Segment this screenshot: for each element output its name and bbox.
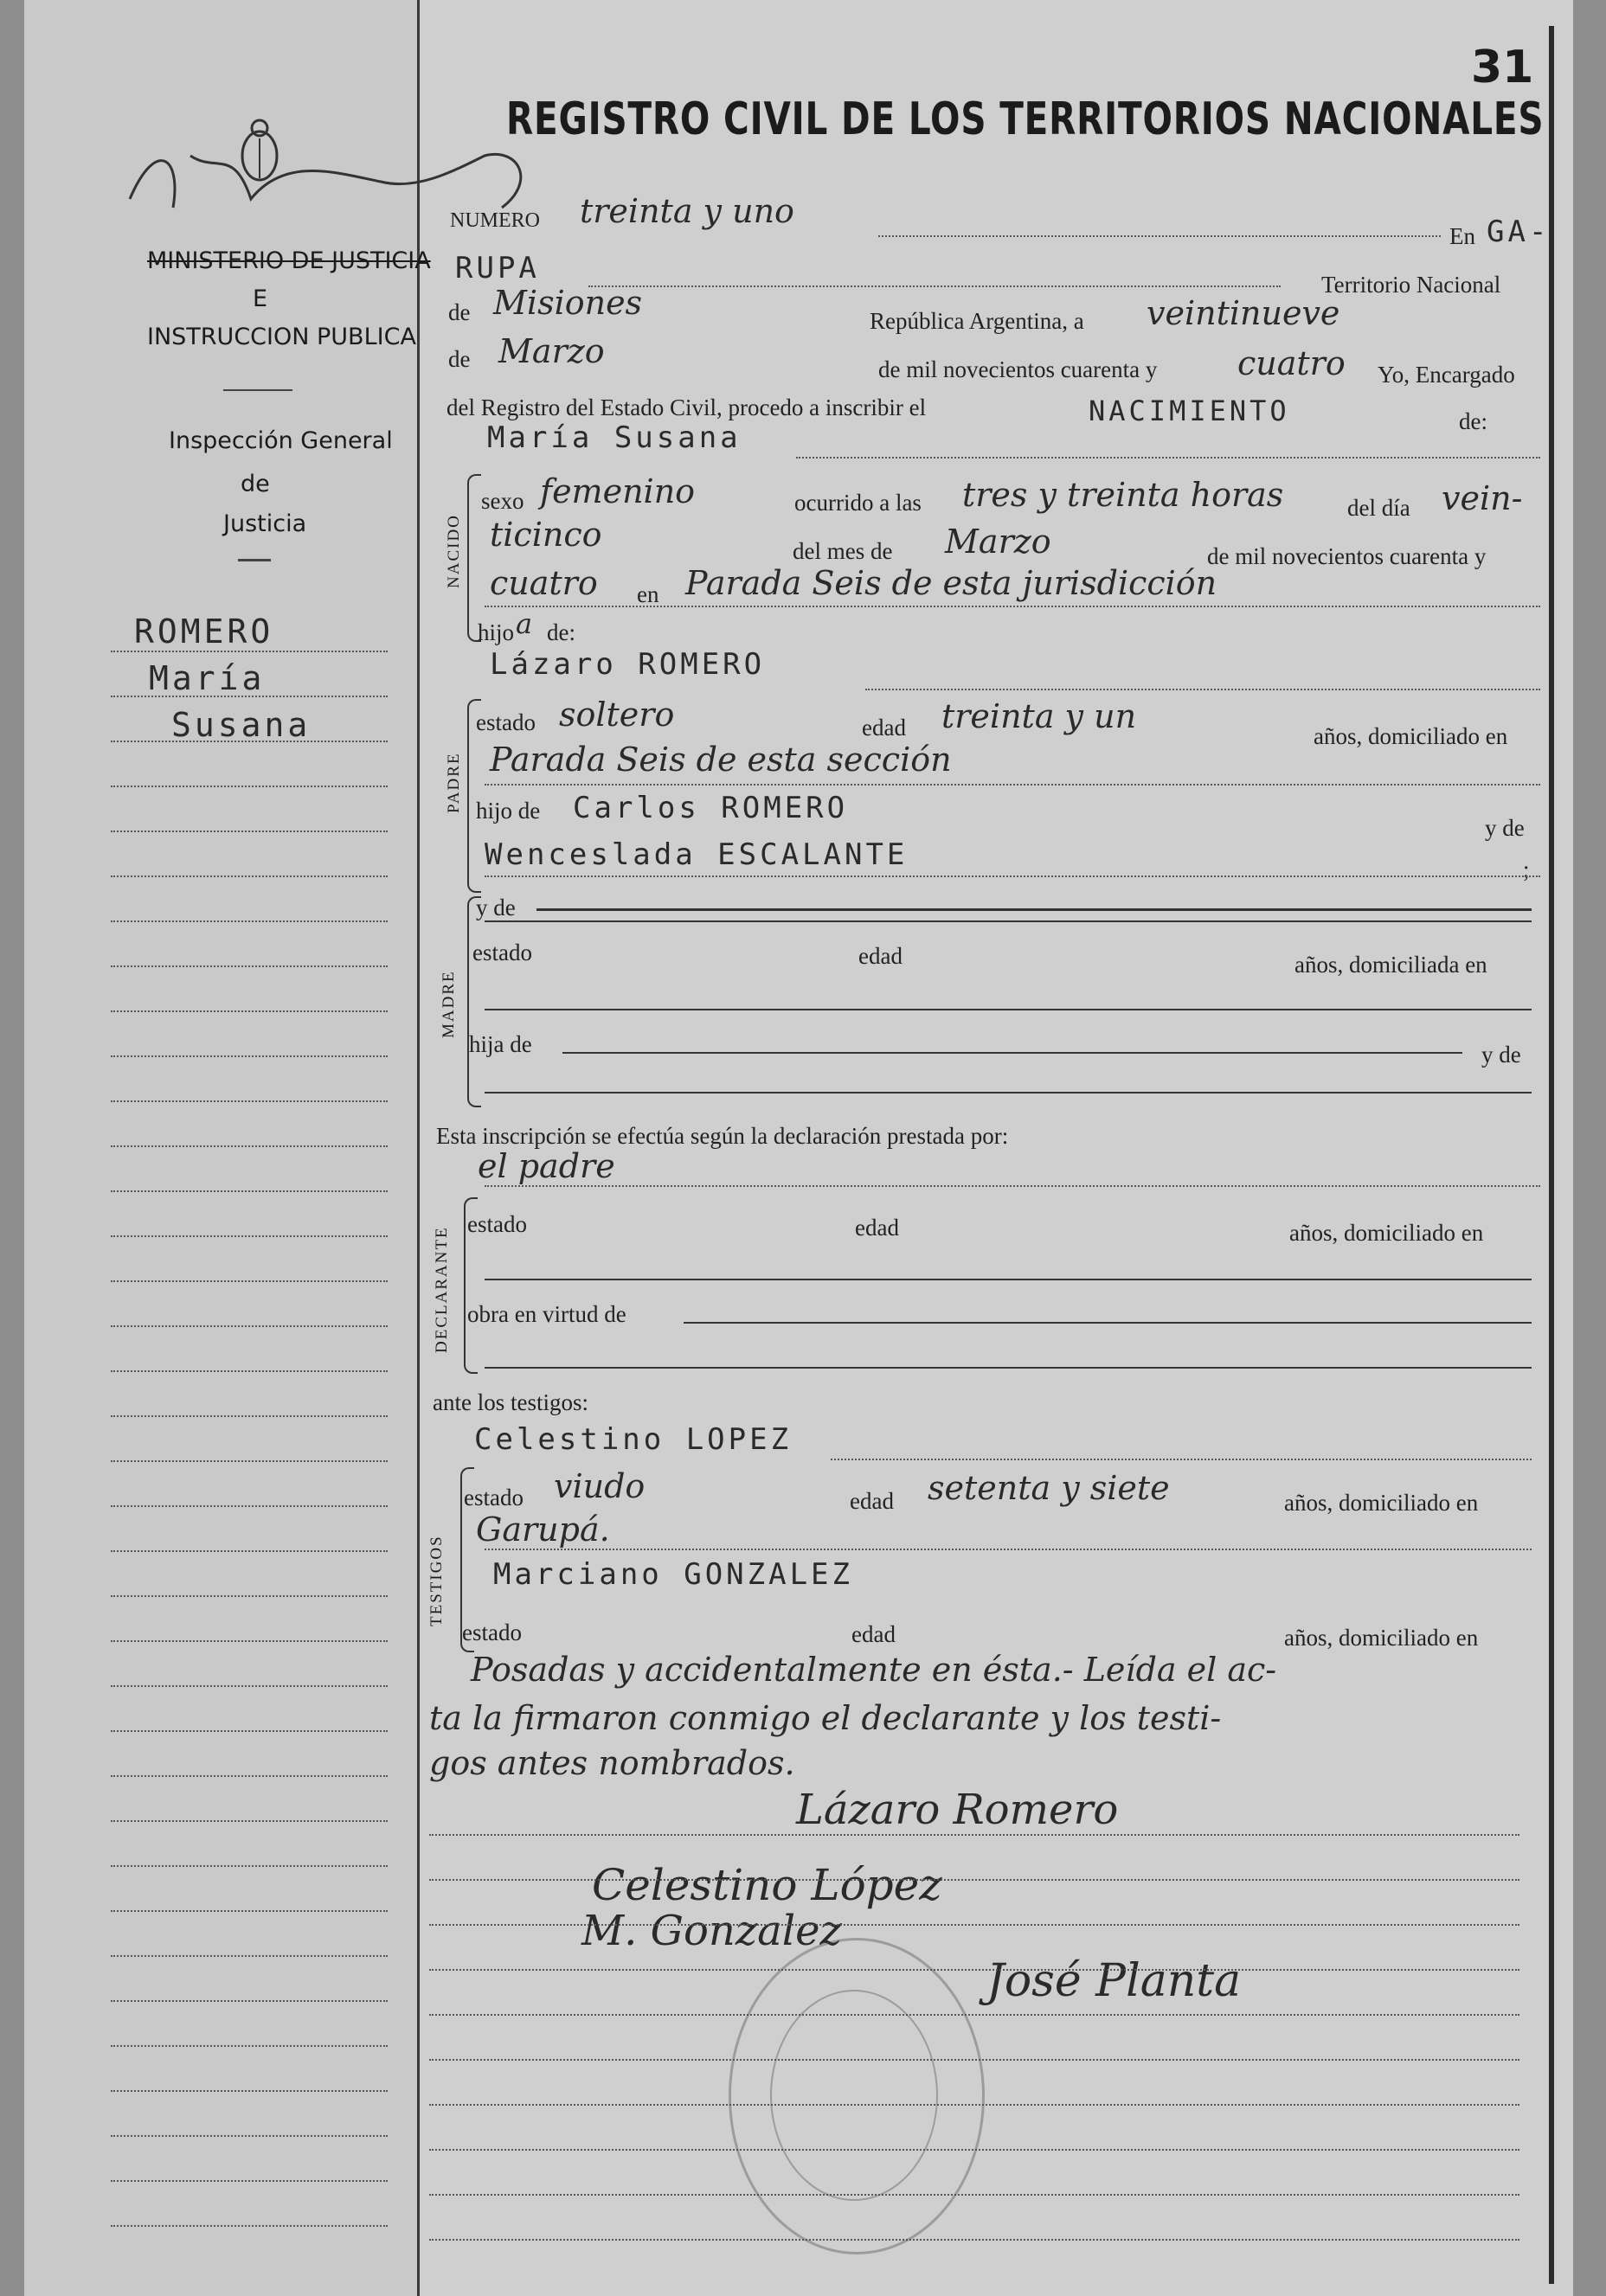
testigos-label: TESTIGOS (427, 1535, 446, 1626)
margin-rule (111, 1550, 388, 1552)
hora-value: tres y treinta horas (962, 476, 1284, 514)
ministry-line1: MINISTERIO DE JUSTICIA (147, 247, 431, 274)
blank-line (485, 1009, 1532, 1010)
semicolon: ; (1523, 856, 1530, 882)
en-label-2: en (637, 581, 659, 607)
sexo-value: femenino (540, 472, 696, 510)
body-rule (429, 1969, 1519, 1971)
margin-rule (111, 1775, 388, 1777)
madre-bracket (467, 896, 481, 1107)
yo-label: Yo, Encargado (1378, 362, 1515, 388)
blank-line (485, 920, 1532, 922)
y-de-label: y de (1485, 815, 1525, 841)
body-rule (429, 1879, 1519, 1881)
madre-label: MADRE (440, 970, 458, 1038)
body-rule (429, 2239, 1519, 2241)
testigo2-estado-label: estado (462, 1619, 522, 1645)
margin-rule (111, 1505, 388, 1507)
territory-value: Misiones (493, 284, 643, 322)
estado-label: estado (476, 709, 536, 735)
margin-rule (111, 831, 388, 832)
inspection-line3: Justicia (223, 510, 307, 537)
page-edge (1549, 26, 1554, 2284)
margin-rule (111, 1595, 388, 1597)
margin-rule (111, 2180, 388, 2182)
body-rule (429, 2104, 1519, 2106)
declarante-value: el padre (478, 1147, 615, 1185)
closing-line3: gos antes nombrados. (429, 1744, 795, 1782)
territorio-label: Territorio Nacional (1321, 272, 1501, 298)
testigo1-estado: viudo (554, 1467, 646, 1505)
margin-rule (111, 1865, 388, 1867)
divider (238, 559, 271, 561)
testigo1-domicilio-label: años, domiciliado en (1284, 1490, 1479, 1516)
mother-of: Wenceslada ESCALANTE (485, 837, 909, 872)
registro-label: del Registro del Estado Civil, procedo a inscribir el (446, 394, 927, 420)
margin-rule (111, 1370, 388, 1372)
fill-line (485, 875, 1540, 877)
hijo-de-label: hijo de (476, 798, 541, 824)
body-rule (429, 2149, 1519, 2151)
hija-de-label: hija de (469, 1031, 532, 1057)
margin-rule (111, 1415, 388, 1417)
madre-y-de-label-2: y de (1481, 1042, 1521, 1068)
margin-rule (111, 2045, 388, 2047)
testigo2-domicilio-label: años, domiciliado en (1284, 1625, 1479, 1651)
body-rule (429, 2194, 1519, 2196)
republica-label: República Argentina, a (870, 308, 1084, 334)
edad-label: edad (862, 715, 906, 741)
margin-rule (111, 2000, 388, 2002)
place-value-a: GA- (1487, 215, 1551, 249)
margin-rule (111, 1055, 388, 1057)
page-title: REGISTRO CIVIL DE LOS TERRITORIOS NACIONALES (506, 93, 1545, 145)
margin-rule (111, 696, 388, 697)
hijo-label: hijo (478, 619, 515, 645)
margin-rule (111, 1235, 388, 1237)
official-stamp-inner (770, 1990, 938, 2201)
margin-rule (111, 1145, 388, 1147)
margin-rule (111, 1910, 388, 1912)
margin-rule (111, 1280, 388, 1282)
numero-label: NUMERO (450, 209, 541, 232)
body-rule (429, 1834, 1519, 1836)
testigo2-edad-label: edad (851, 1621, 896, 1647)
testigo1-domicilio: Garupá. (476, 1510, 610, 1549)
margin-rule (111, 741, 388, 742)
dia-value-b: ticinco (490, 516, 602, 554)
testigo2-name: Marciano GONZALEZ (493, 1557, 853, 1592)
signature-officer: José Planta (986, 1955, 1242, 2007)
fill-line (831, 1459, 1532, 1460)
act-type: NACIMIENTO (1089, 394, 1290, 427)
padre-name: Lázaro ROMERO (490, 647, 766, 682)
domicilio-label: años, domiciliado en (1314, 723, 1508, 749)
margin-rule (111, 651, 388, 652)
margin-rule (111, 1010, 388, 1012)
margin-rule (111, 1730, 388, 1732)
domicilio-value: Parada Seis de esta sección (490, 741, 952, 779)
signature-testigo1: Celestino López (592, 1860, 942, 1910)
inspection-line2: de (241, 471, 270, 497)
day-value: veintinueve (1147, 294, 1340, 332)
signature-testigo2: M. Gonzalez (581, 1907, 842, 1955)
margin-rule (111, 2090, 388, 2092)
testigo1-estado-label: estado (464, 1485, 524, 1510)
margin-rule (111, 875, 388, 877)
declarante-edad-label: edad (855, 1215, 899, 1241)
folio-number: 31 (1471, 42, 1534, 93)
testigos-intro: ante los testigos: (433, 1389, 588, 1415)
fill-line (485, 1549, 1532, 1550)
madre-estado-label: estado (472, 940, 532, 965)
margin-rule (111, 2135, 388, 2137)
year-value: cuatro (1237, 344, 1346, 382)
de-label-2: de (448, 346, 471, 372)
edad-value: treinta y un (941, 697, 1137, 735)
fill-line (485, 1185, 1540, 1187)
signature-declarante: Lázaro Romero (796, 1786, 1119, 1834)
estado-value: soltero (559, 696, 675, 734)
margin-surname: ROMERO (134, 612, 274, 651)
closing-line1: Posadas y accidentalmente en ésta.- Leída el ac- (471, 1651, 1277, 1689)
year-value-2: cuatro (490, 564, 598, 602)
testigo1-edad: setenta y siete (928, 1469, 1170, 1507)
blank-line (536, 908, 1532, 911)
sexo-label: sexo (481, 488, 524, 514)
dia-label: del día (1347, 495, 1410, 521)
mes-value: Marzo (945, 523, 1051, 561)
margin-rule (111, 1100, 388, 1102)
month-value: Marzo (498, 332, 605, 370)
child-name: María Susana (487, 420, 742, 455)
nacido-bracket (467, 474, 481, 642)
numero-value: treinta y uno (580, 192, 794, 230)
declarante-domicilio-label: años, domiciliado en (1289, 1220, 1484, 1246)
margin-rule (111, 1820, 388, 1822)
margin-rule (111, 1640, 388, 1642)
place-value-b: RUPA (455, 251, 540, 285)
testigo1-name: Celestino LOPEZ (474, 1422, 793, 1457)
margin-rule (111, 965, 388, 967)
en-label: En (1449, 223, 1475, 249)
declarante-intro: Esta inscripción se efectúa según la declaración prestada por: (436, 1123, 1009, 1149)
ministry-line2: E (253, 285, 268, 312)
nacido-label: NACIDO (445, 514, 463, 588)
divider (223, 389, 292, 391)
margin-rule (111, 2225, 388, 2227)
body-rule (429, 2059, 1519, 2061)
margin-rule (111, 1190, 388, 1192)
margin-rule (111, 1460, 388, 1462)
mil-label: de mil novecientos cuarenta y (878, 356, 1158, 382)
margin-rule (111, 1685, 388, 1687)
body-rule (429, 1924, 1519, 1926)
fill-line (796, 457, 1540, 459)
padre-label: PADRE (445, 752, 463, 813)
hijo-suffix: a (516, 607, 533, 640)
blank-line (485, 1092, 1532, 1093)
de-label: de (448, 299, 471, 325)
madre-edad-label: edad (858, 943, 903, 969)
blank-line (562, 1052, 1462, 1054)
father-of: Carlos ROMERO (573, 791, 849, 825)
margin-rule (111, 786, 388, 787)
margin-name-1: María (149, 659, 266, 697)
fill-line (878, 235, 1441, 237)
mes-label: del mes de (793, 538, 893, 564)
dia-value-a: vein- (1442, 479, 1523, 517)
margin-name-2: Susana (171, 706, 312, 744)
fill-line (485, 606, 1540, 607)
fill-line (588, 285, 1281, 287)
margin-rule (111, 1325, 388, 1327)
ocurrido-label: ocurrido a las (794, 490, 922, 516)
fill-line (485, 784, 1540, 786)
obra-label: obra en virtud de (467, 1301, 626, 1327)
madre-domicilio-label: años, domiciliada en (1294, 952, 1487, 978)
closing-line2: ta la firmaron conmigo el declarante y los testi- (429, 1699, 1222, 1737)
margin-rule (111, 1955, 388, 1957)
de-colon-2: de: (547, 619, 575, 645)
mil-label-2: de mil novecientos cuarenta y (1207, 543, 1487, 569)
margin-rule (111, 920, 388, 922)
body-rule (429, 2014, 1519, 2016)
de-colon: de: (1459, 408, 1487, 434)
inspection-line1: Inspección General (169, 427, 393, 454)
lugar-value: Parada Seis de esta jurisdicción (685, 564, 1217, 602)
fill-line (865, 689, 1540, 690)
testigo1-edad-label: edad (850, 1488, 894, 1514)
blank-line (684, 1322, 1532, 1324)
blank-line (485, 1279, 1532, 1280)
declarante-estado-label: estado (467, 1211, 527, 1237)
ministry-line3: INSTRUCCION PUBLICA (147, 324, 416, 350)
blank-line (485, 1367, 1532, 1369)
declarante-label: DECLARANTE (433, 1226, 451, 1353)
madre-y-de-label: y de (476, 895, 516, 920)
